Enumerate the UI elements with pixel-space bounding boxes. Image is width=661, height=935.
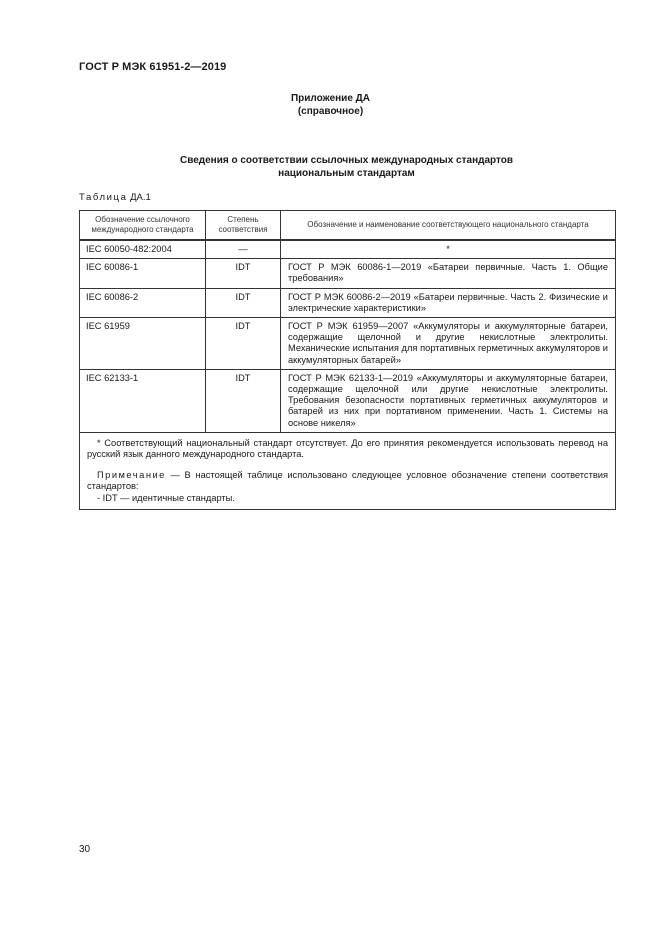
table-label-number: ДА.1: [127, 192, 151, 203]
table-row: [80, 288, 616, 317]
correspondence-table: [79, 210, 616, 510]
cell-international: IEC 62133-1: [80, 369, 206, 432]
header-degree: [206, 211, 281, 241]
cell-international: IEC 60086-2: [80, 288, 206, 317]
cell-national: ГОСТ Р МЭК 60086-2—2019 «Батареи первичные. Часть 2. Физические и электрические характеристики»: [281, 288, 616, 317]
cell-national: ГОСТ Р МЭК 60086-1—2019 «Батареи первичные. Часть 1. Общие требования»: [281, 259, 616, 288]
note-item: - IDT — идентичные стандарты.: [97, 492, 235, 503]
table-row: [80, 318, 616, 370]
cell-national: ГОСТ Р МЭК 61959—2007 «Аккумуляторы и аккумуляторные батареи, содержащие щелочной и другие некислотные электролиты. Механические испытания для портативных герметичных аккумуляторов и аккумуляторных батарей»: [281, 318, 616, 370]
document-code: ГОСТ Р МЭК 61951-2—2019: [79, 61, 227, 73]
section-title-line2: национальным стандартам: [278, 168, 415, 179]
appendix-subtitle: (справочное): [297, 106, 364, 117]
cell-degree: IDT: [206, 259, 281, 288]
table-row: [80, 259, 616, 288]
table-row: [80, 240, 616, 259]
header-national-standard: Обозначение и наименование соответствующего национального стандарта: [281, 211, 616, 241]
cell-degree: IDT: [206, 288, 281, 317]
header-col2-line2: соответствия: [218, 225, 268, 234]
table-header-row: [80, 211, 616, 241]
cell-international: IEC 60086-1: [80, 259, 206, 288]
table-label: [79, 192, 151, 203]
table-footer-row: [80, 432, 616, 509]
note-word: Примечание: [97, 470, 166, 481]
header-col1-line1: Обозначение ссылочного: [95, 215, 190, 224]
cell-degree: IDT: [206, 318, 281, 370]
table-row: [80, 369, 616, 432]
appendix-heading: [0, 92, 661, 118]
note: [87, 470, 608, 492]
header-col2-line1: Степень: [227, 215, 259, 224]
cell-degree: IDT: [206, 369, 281, 432]
section-title: [0, 154, 661, 180]
table-label-word: Таблица: [79, 192, 128, 203]
cell-international: IEC 60050-482:2004: [80, 240, 206, 259]
footnote: * Соответствующий национальный стандарт отсутствует. До его принятия рекомендуется использовать перевод на русский язык данного международного стандарта.: [87, 437, 608, 460]
page-number: 30: [79, 844, 91, 855]
cell-national: ГОСТ Р МЭК 62133-1—2019 «Аккумуляторы и аккумуляторные батареи, содержащие щелочной или другие некислотные электролиты. Требования безопасности портативных герметичных аккумуляторов и батарей из них при портативном применении. Часть 1. Системы на основе никеля»: [281, 369, 616, 432]
cell-degree: —: [206, 240, 281, 259]
table-footer: [80, 432, 616, 509]
header-international-standard: [80, 211, 206, 241]
header-col1-line2: международного стандарта: [91, 225, 194, 234]
note-text: — В настоящей таблице использовано следующее условное обозначение степени соответствия стандартов:: [87, 470, 608, 492]
cell-national: *: [281, 240, 616, 259]
appendix-title: Приложение ДА: [290, 93, 371, 104]
cell-international: IEC 61959: [80, 318, 206, 370]
section-title-line1: Сведения о соответствии ссылочных международных стандартов: [179, 155, 514, 166]
